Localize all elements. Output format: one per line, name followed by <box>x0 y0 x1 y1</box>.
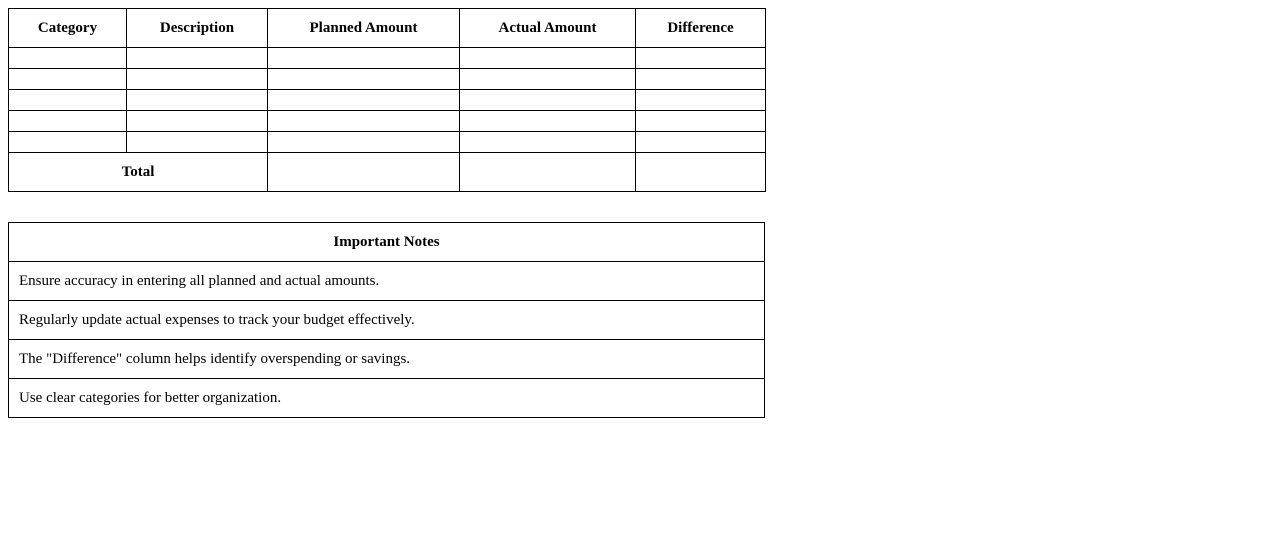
planned-amount-cell[interactable] <box>268 48 460 69</box>
table-row <box>9 132 766 153</box>
notes-title: Important Notes <box>9 223 765 262</box>
budget-header-row <box>9 9 766 48</box>
total-label: Total <box>9 153 268 192</box>
note-text: The "Difference" column helps identify overspending or savings. <box>9 340 765 379</box>
actual-amount-cell[interactable] <box>460 132 636 153</box>
category-cell[interactable] <box>9 132 127 153</box>
difference-cell[interactable] <box>636 69 766 90</box>
planned-amount-cell[interactable] <box>268 132 460 153</box>
table-row <box>9 69 766 90</box>
total-actual-cell[interactable] <box>460 153 636 192</box>
total-difference-cell[interactable] <box>636 153 766 192</box>
header-actual-amount: Actual Amount <box>460 9 636 48</box>
difference-cell[interactable] <box>636 132 766 153</box>
notes-header-row <box>9 223 765 262</box>
table-row <box>9 48 766 69</box>
header-description: Description <box>127 9 268 48</box>
category-cell[interactable] <box>9 90 127 111</box>
description-cell[interactable] <box>127 90 268 111</box>
header-difference: Difference <box>636 9 766 48</box>
note-text: Regularly update actual expenses to track your budget effectively. <box>9 301 765 340</box>
description-cell[interactable] <box>127 48 268 69</box>
description-cell[interactable] <box>127 111 268 132</box>
list-item <box>9 262 765 301</box>
planned-amount-cell[interactable] <box>268 90 460 111</box>
planned-amount-cell[interactable] <box>268 111 460 132</box>
category-cell[interactable] <box>9 111 127 132</box>
total-row <box>9 153 766 192</box>
difference-cell[interactable] <box>636 90 766 111</box>
category-cell[interactable] <box>9 69 127 90</box>
budget-table <box>8 8 766 192</box>
actual-amount-cell[interactable] <box>460 111 636 132</box>
header-planned-amount: Planned Amount <box>268 9 460 48</box>
list-item <box>9 301 765 340</box>
total-planned-cell[interactable] <box>268 153 460 192</box>
notes-table <box>8 222 765 418</box>
difference-cell[interactable] <box>636 48 766 69</box>
description-cell[interactable] <box>127 69 268 90</box>
list-item <box>9 340 765 379</box>
actual-amount-cell[interactable] <box>460 48 636 69</box>
actual-amount-cell[interactable] <box>460 69 636 90</box>
table-row <box>9 90 766 111</box>
note-text: Use clear categories for better organization. <box>9 379 765 418</box>
header-category: Category <box>9 9 127 48</box>
description-cell[interactable] <box>127 132 268 153</box>
difference-cell[interactable] <box>636 111 766 132</box>
note-text: Ensure accuracy in entering all planned and actual amounts. <box>9 262 765 301</box>
category-cell[interactable] <box>9 48 127 69</box>
planned-amount-cell[interactable] <box>268 69 460 90</box>
list-item <box>9 379 765 418</box>
actual-amount-cell[interactable] <box>460 90 636 111</box>
table-row <box>9 111 766 132</box>
